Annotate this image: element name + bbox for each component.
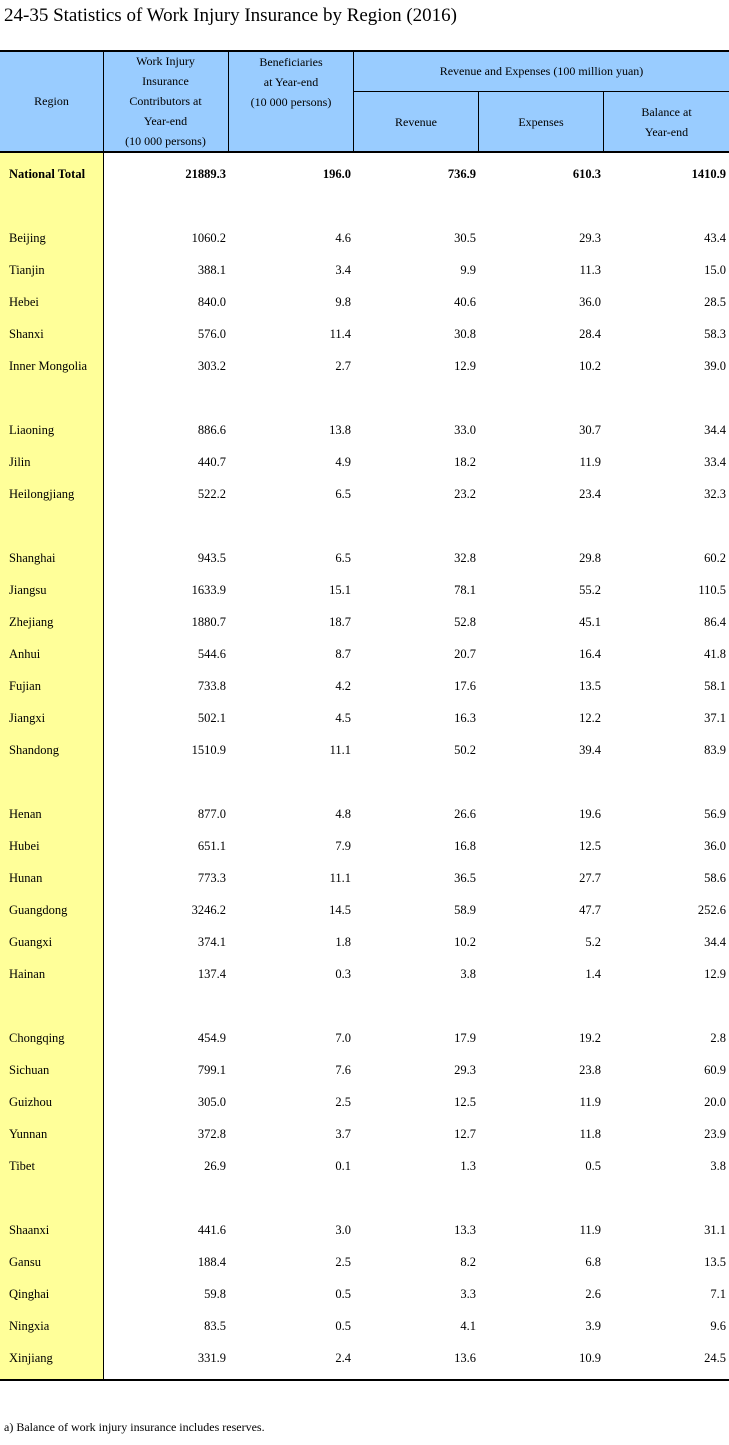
balance-value: 56.9 [704,807,726,821]
balance-value: 1410.9 [691,167,726,181]
header-divider [353,50,354,152]
region-name: Tibet [9,1159,35,1173]
contributors-value: 773.3 [197,871,226,885]
beneficiaries-value: 0.3 [335,967,351,981]
beneficiaries-value: 4.6 [335,231,351,245]
balance-value: 13.5 [704,1255,726,1269]
balance-value: 36.0 [704,839,726,853]
revenue-value: 78.1 [454,583,476,597]
expenses-value: 10.2 [579,359,601,373]
expenses-value: 6.8 [585,1255,601,1269]
revenue-value: 20.7 [454,647,476,661]
page-title: 24-35 Statistics of Work Injury Insurance by Region (2016) [4,5,457,26]
table-row [0,1118,729,1150]
balance-value: 34.4 [704,423,726,437]
contributors-value: 374.1 [197,935,226,949]
region-name: Heilongjiang [9,487,75,501]
region-name: Shaanxi [9,1223,50,1237]
region-name: Liaoning [9,423,55,437]
table-row [0,1150,729,1182]
revenue-value: 4.1 [460,1319,476,1333]
beneficiaries-value: 3.7 [335,1127,351,1141]
contributors-value: 83.5 [204,1319,226,1333]
beneficiaries-value: 4.5 [335,711,351,725]
beneficiaries-value: 13.8 [329,423,351,437]
beneficiaries-value: 196.0 [322,167,351,181]
contributors-value: 303.2 [197,359,226,373]
balance-value: 60.9 [704,1063,726,1077]
revenue-value: 40.6 [454,295,476,309]
header-revenue-expenses-group: Revenue and Expenses (100 million yuan) [439,64,644,78]
region-name: Tianjin [9,263,45,277]
table-row [0,1086,729,1118]
beneficiaries-value: 3.4 [335,263,351,277]
table-row [0,1054,729,1086]
region-name: Guizhou [9,1095,53,1109]
beneficiaries-value: 2.5 [335,1095,351,1109]
contributors-value: 840.0 [197,295,226,309]
table-row [0,478,729,510]
balance-value: 58.1 [704,679,726,693]
contributors-value: 441.6 [197,1223,226,1237]
revenue-value: 50.2 [454,743,476,757]
expenses-value: 47.7 [579,903,601,917]
beneficiaries-value: 1.8 [335,935,351,949]
table-row [0,574,729,606]
contributors-value: 651.1 [197,839,226,853]
header-beneficiaries-line: (10 000 persons) [250,95,332,109]
table-bottom-border [0,1379,729,1381]
contributors-value: 440.7 [197,455,226,469]
contributors-value: 59.8 [204,1287,226,1301]
region-name: Fujian [9,679,41,693]
contributors-value: 886.6 [197,423,226,437]
region-name: National Total [9,167,86,181]
expenses-value: 19.2 [579,1031,601,1045]
revenue-value: 16.3 [454,711,476,725]
balance-value: 86.4 [704,615,726,629]
expenses-value: 13.5 [579,679,601,693]
revenue-value: 1.3 [460,1159,476,1173]
beneficiaries-value: 11.4 [329,327,351,341]
contributors-value: 26.9 [204,1159,226,1173]
contributors-value: 1880.7 [191,615,226,629]
expenses-value: 19.6 [579,807,601,821]
table-row [0,350,729,382]
statistics-table [0,50,729,1381]
revenue-value: 17.6 [454,679,476,693]
balance-value: 33.4 [704,455,726,469]
header-divider [478,92,479,152]
balance-value: 252.6 [697,903,726,917]
region-name: Zhejiang [9,615,54,629]
header-beneficiaries [229,50,353,152]
balance-value: 15.0 [704,263,726,277]
beneficiaries-value: 6.5 [335,487,351,501]
header-region: Region [34,94,69,108]
beneficiaries-value: 14.5 [329,903,351,917]
table-row [0,542,729,574]
balance-value: 83.9 [704,743,726,757]
table-row [0,1246,729,1278]
table-row [0,1214,729,1246]
region-name: Jiangxi [9,711,46,725]
expenses-value: 5.2 [585,935,601,949]
table-row [0,286,729,318]
region-name: Shandong [9,743,59,757]
table-top-border [0,50,729,52]
header-balance-line: Balance at [641,105,692,119]
revenue-value: 3.3 [460,1287,476,1301]
beneficiaries-value: 18.7 [329,615,351,629]
contributors-value: 454.9 [197,1031,226,1045]
balance-value: 31.1 [704,1223,726,1237]
header-expenses: Expenses [518,115,564,129]
expenses-value: 11.8 [579,1127,601,1141]
header-contributors [103,50,228,152]
balance-value: 12.9 [704,967,726,981]
expenses-value: 39.4 [579,743,601,757]
revenue-value: 33.0 [454,423,476,437]
header-divider [228,50,229,152]
expenses-value: 12.2 [579,711,601,725]
contributors-value: 502.1 [197,711,226,725]
header-contributors-line: Insurance [142,74,189,88]
expenses-value: 1.4 [585,967,601,981]
balance-value: 24.5 [704,1351,726,1365]
table-row [0,1310,729,1342]
beneficiaries-value: 0.5 [335,1319,351,1333]
beneficiaries-value: 7.0 [335,1031,351,1045]
contributors-value: 388.1 [197,263,226,277]
header-contributors-line: (10 000 persons) [125,134,206,148]
balance-value: 32.3 [704,487,726,501]
revenue-value: 3.8 [460,967,476,981]
expenses-value: 27.7 [579,871,601,885]
header-beneficiaries-line: at Year-end [263,75,319,89]
expenses-value: 29.8 [579,551,601,565]
expenses-value: 29.3 [579,231,601,245]
beneficiaries-value: 2.5 [335,1255,351,1269]
expenses-value: 610.3 [572,167,601,181]
revenue-value: 32.8 [454,551,476,565]
contributors-value: 21889.3 [185,167,226,181]
header-beneficiaries-line: Beneficiaries [259,55,323,69]
beneficiaries-value: 3.0 [335,1223,351,1237]
contributors-value: 544.6 [197,647,226,661]
revenue-value: 736.9 [447,167,476,181]
balance-value: 20.0 [704,1095,726,1109]
table-row [0,734,729,766]
beneficiaries-value: 7.6 [335,1063,351,1077]
balance-value: 34.4 [704,935,726,949]
region-name: Shanghai [9,551,56,565]
table-row [0,222,729,254]
beneficiaries-value: 15.1 [329,583,351,597]
national-total-row [0,158,729,190]
region-name: Jiangsu [9,583,47,597]
region-name: Gansu [9,1255,41,1269]
beneficiaries-value: 2.7 [335,359,351,373]
region-name: Chongqing [9,1031,65,1045]
revenue-value: 9.9 [460,263,476,277]
revenue-value: 30.5 [454,231,476,245]
balance-value: 9.6 [710,1319,726,1333]
contributors-value: 877.0 [197,807,226,821]
contributors-value: 1633.9 [191,583,226,597]
table-row [0,894,729,926]
region-name: Hubei [9,839,40,853]
balance-value: 23.9 [704,1127,726,1141]
table-row [0,1342,729,1374]
region-name: Jilin [9,455,31,469]
header-group-divider [354,91,729,92]
header-divider [603,92,604,152]
revenue-value: 36.5 [454,871,476,885]
contributors-value: 522.2 [197,487,226,501]
region-name: Henan [9,807,42,821]
table-row [0,606,729,638]
beneficiaries-value: 4.9 [335,455,351,469]
table-row [0,414,729,446]
table-row [0,702,729,734]
expenses-value: 11.9 [579,1095,601,1109]
revenue-value: 12.5 [454,1095,476,1109]
table-row [0,862,729,894]
expenses-value: 11.9 [579,455,601,469]
balance-value: 110.5 [698,583,726,597]
revenue-value: 26.6 [454,807,476,821]
contributors-value: 733.8 [197,679,226,693]
table-row [0,798,729,830]
revenue-value: 13.6 [454,1351,476,1365]
region-name: Shanxi [9,327,44,341]
revenue-value: 30.8 [454,327,476,341]
contributors-value: 305.0 [197,1095,226,1109]
expenses-value: 28.4 [579,327,601,341]
region-name: Ningxia [9,1319,50,1333]
balance-value: 39.0 [704,359,726,373]
table-row [0,670,729,702]
revenue-value: 10.2 [454,935,476,949]
region-name: Guangdong [9,903,68,917]
beneficiaries-value: 8.7 [335,647,351,661]
table-row [0,638,729,670]
expenses-value: 55.2 [579,583,601,597]
table-row [0,1278,729,1310]
beneficiaries-value: 6.5 [335,551,351,565]
balance-value: 60.2 [704,551,726,565]
beneficiaries-value: 0.5 [335,1287,351,1301]
contributors-value: 331.9 [197,1351,226,1365]
revenue-value: 23.2 [454,487,476,501]
expenses-value: 11.9 [579,1223,601,1237]
contributors-value: 799.1 [197,1063,226,1077]
revenue-value: 52.8 [454,615,476,629]
footnote: a) Balance of work injury insurance includes reserves. [4,1420,265,1434]
region-name: Hainan [9,967,46,981]
header-contributors-line: Work Injury [136,54,195,68]
region-name: Beijing [9,231,46,245]
beneficiaries-value: 11.1 [329,743,351,757]
expenses-value: 12.5 [579,839,601,853]
region-name: Inner Mongolia [9,359,88,373]
contributors-value: 188.4 [197,1255,226,1269]
region-name: Hunan [9,871,43,885]
table-row [0,830,729,862]
balance-value: 37.1 [704,711,726,725]
expenses-value: 2.6 [585,1287,601,1301]
contributors-value: 1510.9 [191,743,226,757]
revenue-value: 17.9 [454,1031,476,1045]
beneficiaries-value: 4.8 [335,807,351,821]
contributors-value: 1060.2 [191,231,226,245]
revenue-value: 13.3 [454,1223,476,1237]
contributors-value: 943.5 [197,551,226,565]
balance-value: 58.3 [704,327,726,341]
expenses-value: 0.5 [585,1159,601,1173]
revenue-value: 8.2 [460,1255,476,1269]
balance-value: 28.5 [704,295,726,309]
table-row [0,958,729,990]
contributors-value: 137.4 [197,967,226,981]
expenses-value: 30.7 [579,423,601,437]
header-contributors-line: Year-end [143,114,188,128]
header-bottom-border [0,151,729,153]
region-name: Guangxi [9,935,53,949]
revenue-value: 58.9 [454,903,476,917]
balance-value: 2.8 [710,1031,726,1045]
beneficiaries-value: 0.1 [335,1159,351,1173]
region-name: Yunnan [9,1127,48,1141]
expenses-value: 23.8 [579,1063,601,1077]
expenses-value: 36.0 [579,295,601,309]
revenue-value: 29.3 [454,1063,476,1077]
region-name: Xinjiang [9,1351,53,1365]
beneficiaries-value: 9.8 [335,295,351,309]
beneficiaries-value: 11.1 [329,871,351,885]
revenue-value: 12.7 [454,1127,476,1141]
expenses-value: 11.3 [579,263,601,277]
header-revenue: Revenue [395,115,437,129]
region-name: Qinghai [9,1287,50,1301]
balance-value: 3.8 [710,1159,726,1173]
region-name: Anhui [9,647,41,661]
revenue-value: 12.9 [454,359,476,373]
table-row [0,446,729,478]
table-row [0,926,729,958]
beneficiaries-value: 2.4 [335,1351,351,1365]
beneficiaries-value: 4.2 [335,679,351,693]
contributors-value: 3246.2 [191,903,226,917]
expenses-value: 3.9 [585,1319,601,1333]
revenue-value: 18.2 [454,455,476,469]
revenue-value: 16.8 [454,839,476,853]
region-name: Hebei [9,295,39,309]
contributors-value: 372.8 [197,1127,226,1141]
balance-value: 43.4 [704,231,726,245]
header-contributors-line: Contributors at [129,94,202,108]
beneficiaries-value: 7.9 [335,839,351,853]
expenses-value: 45.1 [579,615,601,629]
table-row [0,1022,729,1054]
balance-value: 7.1 [710,1287,726,1301]
table-row [0,318,729,350]
header-balance-line: Year-end [644,125,689,139]
balance-value: 58.6 [704,871,726,885]
expenses-value: 23.4 [579,487,601,501]
table-row [0,254,729,286]
expenses-value: 10.9 [579,1351,601,1365]
contributors-value: 576.0 [197,327,226,341]
balance-value: 41.8 [704,647,726,661]
header-balance [604,92,729,152]
expenses-value: 16.4 [579,647,601,661]
region-name: Sichuan [9,1063,50,1077]
